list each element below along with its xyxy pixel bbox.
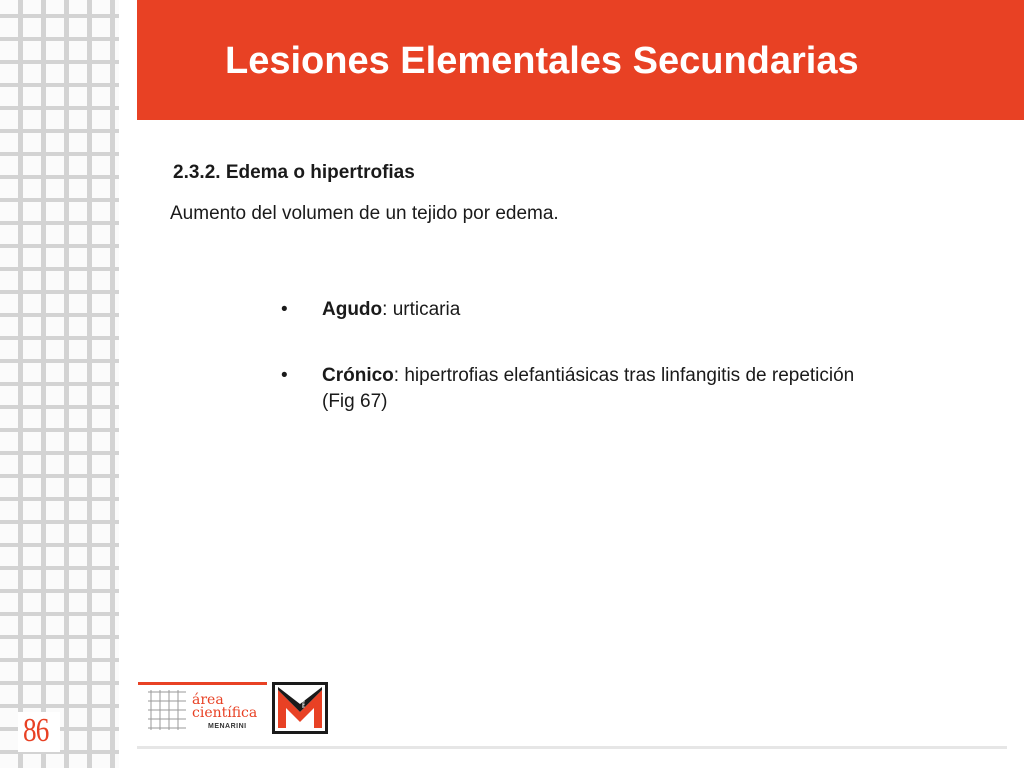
grid-logo-icon xyxy=(148,690,186,730)
logo-subtitle: MENARINI xyxy=(208,723,247,730)
bullet-text: : hipertrofias elefantiásicas tras linfangitis de repetición (Fig 67) xyxy=(322,365,855,412)
section-heading: 2.3.2. Edema o hipertrofias xyxy=(173,162,415,183)
logo-word-cientifica: científica xyxy=(192,705,258,721)
area-cientifica-logo xyxy=(138,682,267,737)
logo-word-area: área xyxy=(192,692,224,708)
bullet-marker: • xyxy=(281,299,288,320)
bullet-marker: • xyxy=(281,365,288,386)
section-description: Aumento del volumen de un tejido por edema. xyxy=(170,203,559,224)
menarini-vertical-text: MENARINI xyxy=(301,688,306,708)
bullet-item xyxy=(281,363,882,415)
bullet-term: Crónico xyxy=(322,365,394,386)
bullet-list xyxy=(281,297,881,455)
bullet-text: : urticaria xyxy=(382,299,461,320)
menarini-m-logo-icon xyxy=(272,682,328,734)
bullet-item xyxy=(281,297,881,323)
footer-divider xyxy=(137,746,1007,749)
page-number: 86 xyxy=(23,712,49,749)
bullet-term: Agudo xyxy=(322,299,383,320)
slide-title: Lesiones Elementales Secundarias xyxy=(225,40,859,82)
decorative-grid-strip xyxy=(0,0,137,768)
